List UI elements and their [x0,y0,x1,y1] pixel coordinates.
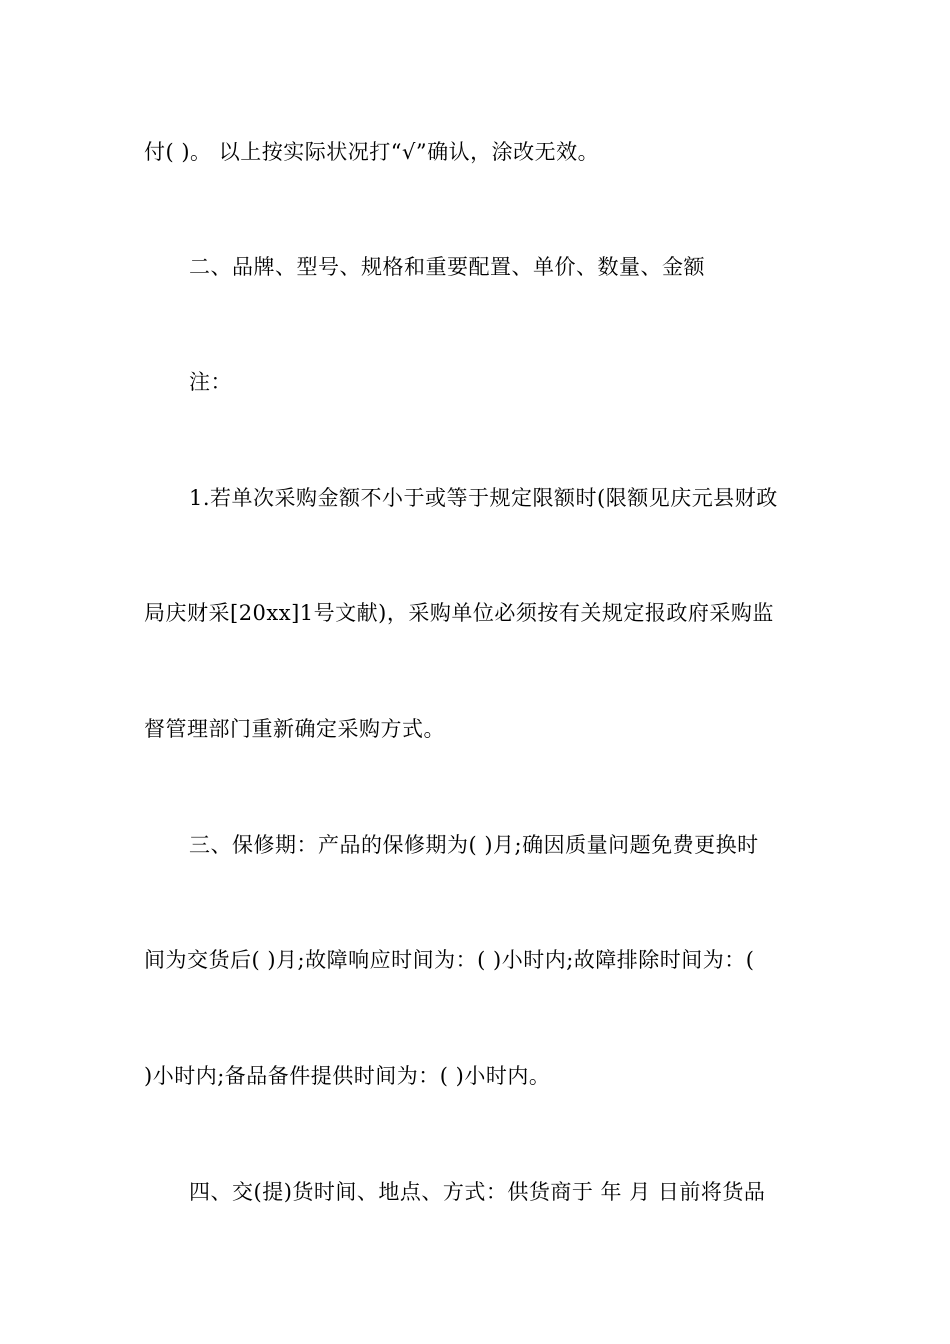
section-4-line-1: 四、交(提)货时间、地点、方式：供货商于 年 月 日前将货品 [189,1180,766,1204]
line-payment-confirm: 付( )。 以上按实际状况打“√”确认，涂改无效。 [144,140,600,164]
section-3-line-3: )小时内;备品备件提供时间为：( )小时内。 [144,1064,551,1088]
note-1-line-2: 局庆财采[20xx]1号文献)，采购单位必须按有关规定报政府采购监 [144,601,774,625]
note-1-line-1: 1.若单次采购金额不小于或等于规定限额时(限额见庆元县财政 [189,486,778,510]
note-label: 注： [189,370,232,394]
section-3-line-2: 间为交货后( )月;故障响应时间为：( )小时内;故障排除时间为：( [144,948,755,972]
section-3-line-1: 三、保修期：产品的保修期为( )月;确因质量问题免费更换时 [189,833,759,857]
note-1-line-3: 督管理部门重新确定采购方式。 [144,717,445,741]
section-2-heading: 二、品牌、型号、规格和重要配置、单价、数量、金额 [189,255,705,279]
